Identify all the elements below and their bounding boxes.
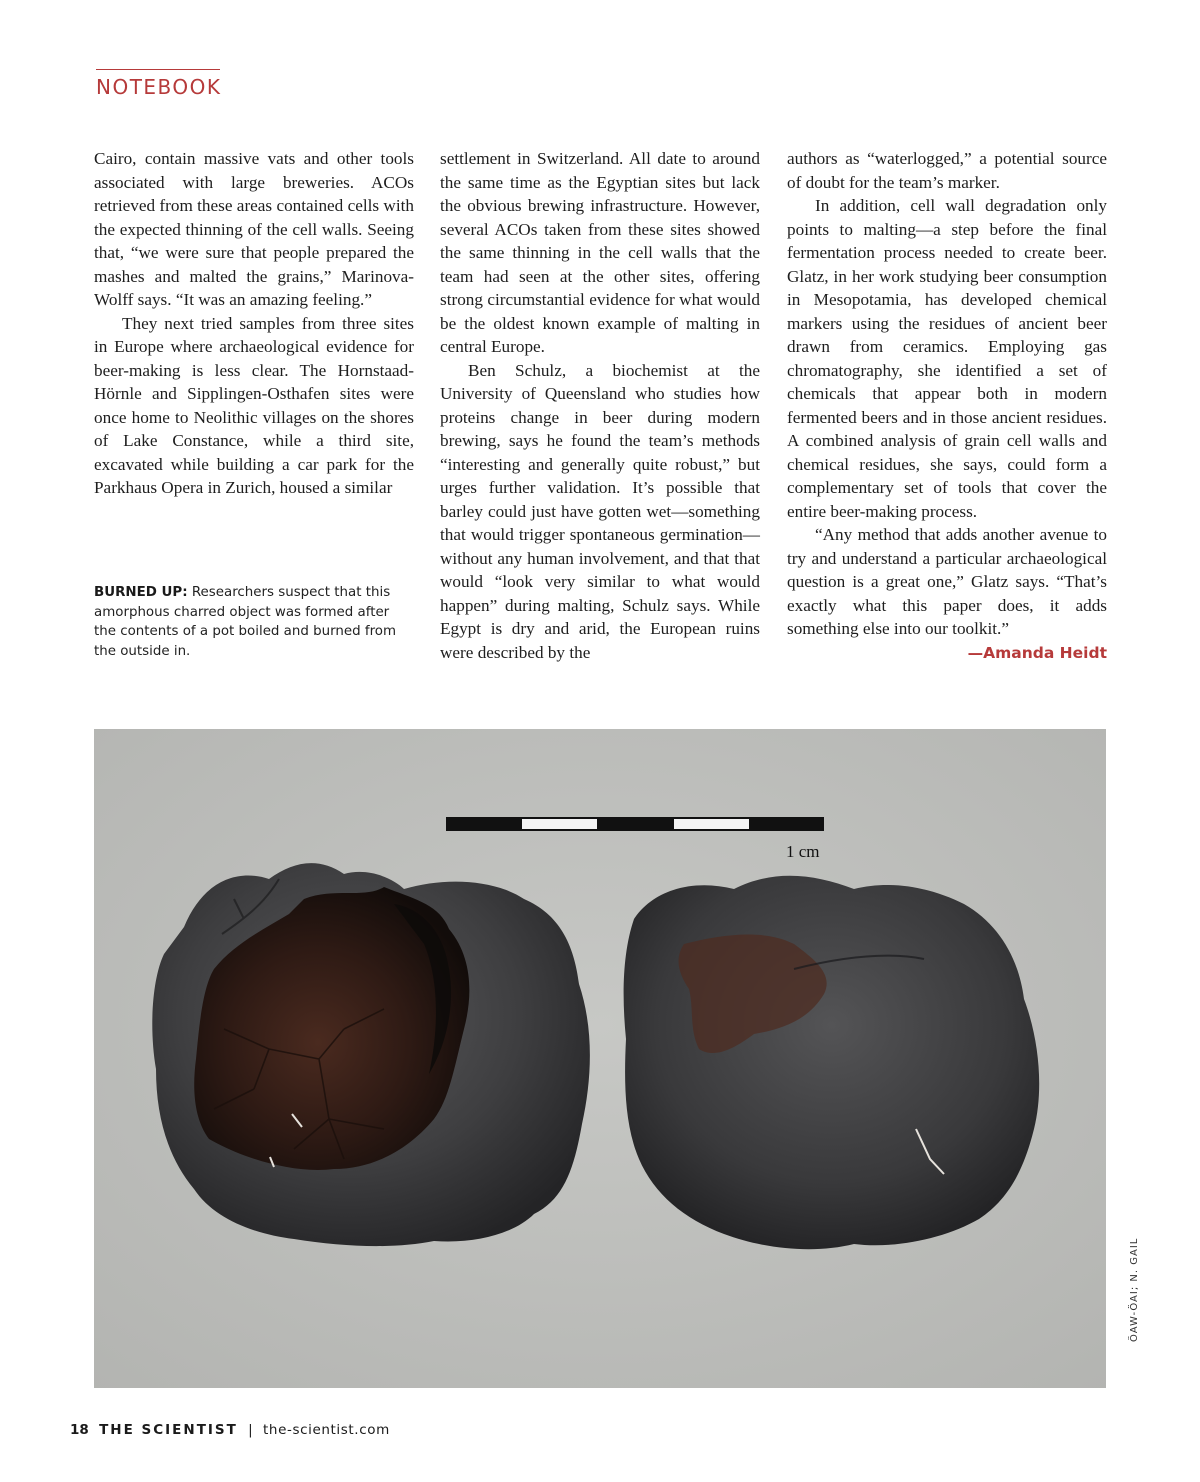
section-label: NOTEBOOK xyxy=(96,75,222,99)
section-rule xyxy=(96,69,220,70)
caption-lead: BURNED UP: xyxy=(94,585,188,600)
footer-separator: | xyxy=(248,1422,253,1438)
paragraph: They next tried samples from three sites in Europe where archaeological evidence for beer-making is less clear. The Hornstaad-Hörnle and Sipplingen-Osthafen sites were once home to Neolithic villages on the shores of Lake Constance, while a third site, excavated while building a car park for the Parkhaus Opera in Zurich, housed a similar xyxy=(94,313,414,497)
scale-bar xyxy=(446,817,824,831)
scale-label: 1 cm xyxy=(786,842,820,861)
charred-object-photo xyxy=(94,729,1106,1388)
paragraph: Ben Schulz, a biochemist at the University of Queensland who studies how proteins change in beer during modern brewing, says he found the team’s methods “interesting and generally quite robust,” but urges further validation. It’s possible that barley could just have gotten wet—something that would trigger spontaneous germination—without any human involvement, and that that would “look very similar to what would happen” during malting, Schulz says. While Egypt is dry and arid, the European ruins were described by the xyxy=(440,360,760,662)
page-number: 18 xyxy=(70,1422,89,1438)
paragraph: authors as “waterlogged,” a potential source of doubt for the team’s marker. xyxy=(787,149,1107,192)
caption-text: Researchers suspect that this amorphous charred object was formed after the contents of a pot boiled and burned from the outside in. xyxy=(94,585,397,659)
page-footer xyxy=(70,1422,390,1438)
charred-fragment-right xyxy=(624,876,1040,1249)
magazine-name: THE SCIENTIST xyxy=(99,1422,238,1438)
paragraph: Cairo, contain massive vats and other tools associated with large breweries. ACOs retrieved from these areas contained cells with the expected thinning of the cell walls. Seeing that, “we were sure that people prepared the mashes and malted the grains,” Marinova-Wolff says. “It was an amazing feeling.” xyxy=(94,149,414,309)
photo-credit: ÖAW-ÖAI; N. GAIL xyxy=(1129,1237,1140,1342)
article-column-3 xyxy=(787,147,1107,665)
article-column-2 xyxy=(440,147,760,664)
paragraph: In addition, cell wall degradation only points to malting—a step before the final fermentation process needed to create beer. Glatz, in her work studying beer consumption in Mesopotamia, has developed chemical markers using the residues of ancient beer drawn from ceramics. Employing gas chromatography, she identified a set of chemicals that appear both in modern fermented beers and in those ancient residues. A combined analysis of grain cell walls and chemical residues, she says, could form a complementary set of tools that cover the entire beer-making process. xyxy=(787,196,1107,521)
charred-fragment-left xyxy=(152,863,590,1246)
website-link[interactable]: the-scientist.com xyxy=(263,1422,390,1438)
photo-illustration xyxy=(94,729,1106,1388)
photo-caption xyxy=(94,583,414,661)
paragraph: settlement in Switzerland. All date to around the same time as the Egyptian sites but lack the obvious brewing infrastructure. However, several ACOs taken from these sites showed the same thinning in the cell walls that the team had seen at the other sites, offering strong circumstantial evidence for what would be the oldest known example of malting in central Europe. xyxy=(440,149,760,356)
article-column-1 xyxy=(94,147,414,500)
author-byline: —Amanda Heidt xyxy=(967,643,1107,662)
paragraph: “Any method that adds another avenue to try and understand a particular archaeological question is a great one,” Glatz says. “That’s exactly what this paper does, it adds something else into our toolkit.” xyxy=(787,525,1107,638)
